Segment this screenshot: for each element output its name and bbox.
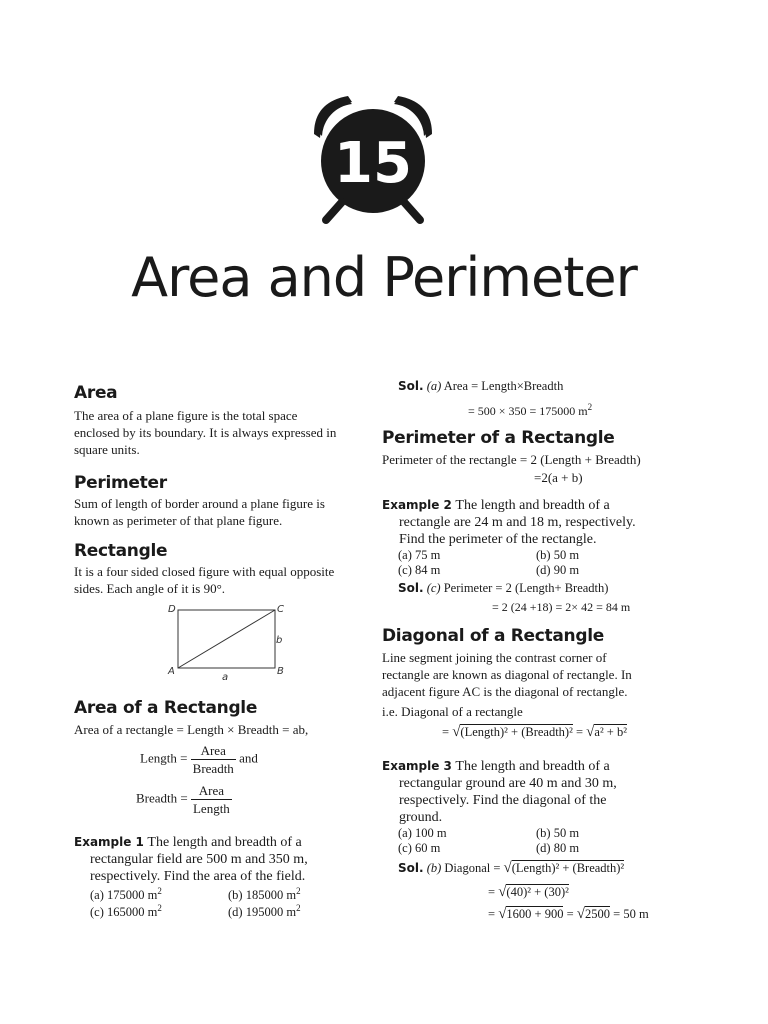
solution-label: Sol. <box>398 581 424 595</box>
solution-line: Perimeter = 2 (Length+ Breadth) <box>443 581 609 595</box>
side-label-a: a <box>222 672 229 682</box>
text-line: rectangular ground are 40 m and 30 m, <box>399 776 617 791</box>
superscript: 2 <box>587 402 593 412</box>
fraction <box>191 742 236 777</box>
text-line: The length and breadth of a <box>147 835 302 850</box>
superscript: 2 <box>296 886 301 896</box>
diagonal-ie: i.e. Diagonal of a rectangle <box>382 704 523 719</box>
text-line: enclosed by its boundary. It is always expressed in <box>74 425 337 440</box>
fraction-denominator: Breadth <box>192 761 234 776</box>
solution-line: Diagonal = <box>444 861 501 875</box>
option-b: (b) 50 m <box>536 548 580 562</box>
option-d <box>228 903 301 920</box>
option-d: (d) 90 m <box>536 563 580 577</box>
equals: = <box>575 725 584 739</box>
formula-and: and <box>239 750 258 766</box>
sqrt-icon: √ <box>586 724 595 740</box>
example-1 <box>74 834 374 885</box>
radicand: 1600 + 900 <box>506 907 564 921</box>
option-d: (d) 80 m <box>536 841 580 855</box>
perimeter-rect-line-1: Perimeter of the rectangle = 2 (Length + Breadth) <box>382 452 641 467</box>
option-a <box>90 886 162 903</box>
radicand: (40)² + (30)² <box>506 885 569 899</box>
heading-perimeter: Perimeter <box>74 473 167 493</box>
fraction-numerator: Area <box>191 782 232 800</box>
solution-label: Sol. <box>398 379 424 393</box>
example-3 <box>382 758 702 826</box>
radicand: a² + b² <box>594 725 627 739</box>
text-line: It is a four sided closed figure with equal opposite <box>74 564 335 579</box>
solution-line: Area = Length×Breadth <box>443 379 564 393</box>
chapter-number: 15 <box>334 131 412 196</box>
radicand: (Length)² + (Breadth)² <box>460 725 573 739</box>
solution-3-line-3 <box>488 906 649 923</box>
example-label: Example 1 <box>74 835 144 849</box>
option-text: (c) 165000 m <box>90 905 158 920</box>
perimeter-text <box>74 495 374 529</box>
example-label: Example 3 <box>382 759 452 773</box>
vertex-label-a: A <box>168 666 175 677</box>
alarm-clock-icon <box>312 94 434 224</box>
side-label-b: b <box>276 635 283 646</box>
text-line: Line segment joining the contrast corner of <box>382 650 607 665</box>
text-line: ground. <box>399 810 443 825</box>
equals: = <box>566 907 574 921</box>
vertex-label-c: C <box>277 604 284 615</box>
option-text: (a) 175000 m <box>90 888 158 903</box>
fraction-numerator: Area <box>191 742 236 760</box>
formula-lhs: Breadth = <box>136 790 188 806</box>
option-c <box>90 903 162 920</box>
solution-3 <box>398 860 624 877</box>
text-line: The length and breadth of a <box>455 759 610 774</box>
heading-perimeter-of-rectangle: Perimeter of a Rectangle <box>382 428 615 448</box>
area-rect-line: Area of a rectangle = Length × Breadth = ab, <box>74 722 309 737</box>
option-text: (d) 195000 m <box>228 905 297 920</box>
sqrt-icon: √ <box>498 906 507 922</box>
option-c: (c) 84 m <box>398 563 441 577</box>
solution-answer: (b) <box>426 861 442 875</box>
solution-1 <box>398 378 563 395</box>
solution-answer: (c) <box>426 581 441 595</box>
rectangle-diagram <box>160 600 290 682</box>
solution-line: = 500 × 350 = 175000 m <box>468 404 588 418</box>
option-a: (a) 100 m <box>398 826 447 840</box>
area-text <box>74 407 374 458</box>
equals: = <box>488 907 496 921</box>
text-line: sides. Each angle of it is 90°. <box>74 581 226 596</box>
solution-1-line-2 <box>468 399 592 420</box>
heading-area: Area <box>74 383 118 403</box>
radicand: (Length)² + (Breadth)² <box>511 861 625 875</box>
solution-2 <box>398 580 608 597</box>
formula-lhs: Length = <box>140 750 188 766</box>
option-a: (a) 75 m <box>398 548 441 562</box>
superscript: 2 <box>157 903 162 913</box>
text-line: Sum of length of border around a plane figure is <box>74 496 325 511</box>
solution-3-line-2 <box>488 884 569 901</box>
solution-answer: (a) <box>426 379 442 393</box>
sqrt-icon: √ <box>452 724 461 740</box>
superscript: 2 <box>296 903 301 913</box>
option-b <box>228 886 301 903</box>
superscript: 2 <box>157 886 162 896</box>
solution-2-line-2: = 2 (24 +18) = 2× 42 = 84 m <box>492 600 631 614</box>
heading-rectangle: Rectangle <box>74 541 168 561</box>
perimeter-rect-line-2: =2(a + b) <box>534 470 583 485</box>
sqrt-icon: √ <box>503 860 512 876</box>
vertex-label-d: D <box>168 604 176 615</box>
example-label: Example 2 <box>382 498 452 512</box>
sqrt-icon: √ <box>576 906 586 922</box>
rectangle-text <box>74 563 374 597</box>
equals: = <box>442 725 450 739</box>
option-c: (c) 60 m <box>398 841 441 855</box>
example-2 <box>382 497 702 548</box>
equals: = <box>488 885 496 899</box>
text-line: The length and breadth of a <box>455 498 610 513</box>
fraction <box>191 782 232 817</box>
text-line: square units. <box>74 442 140 457</box>
radicand: 2500 <box>585 907 611 921</box>
breadth-formula <box>136 782 232 817</box>
length-formula <box>140 742 258 777</box>
solution-result: = 50 m <box>613 907 649 921</box>
text-line: The area of a plane figure is the total space <box>74 408 298 423</box>
text-line: rectangle are 24 m and 18 m, respectively. <box>399 515 636 530</box>
option-text: (b) 185000 m <box>228 888 297 903</box>
heading-diagonal-of-rectangle: Diagonal of a Rectangle <box>382 626 604 646</box>
vertex-label-b: B <box>277 666 284 677</box>
fraction-denominator: Length <box>192 801 230 816</box>
text-line: rectangle are known as diagonal of rectangle. In <box>382 667 632 682</box>
diagonal-formula <box>442 724 627 741</box>
text-line: respectively. Find the diagonal of the <box>399 793 607 808</box>
text-line: known as perimeter of that plane figure. <box>74 513 283 528</box>
text-line: respectively. Find the area of the field. <box>90 869 306 884</box>
chapter-title: Area and Perimeter <box>131 246 637 309</box>
solution-label: Sol. <box>398 861 424 875</box>
option-b: (b) 50 m <box>536 826 580 840</box>
text-line: Find the perimeter of the rectangle. <box>399 532 597 547</box>
text-line: adjacent figure AC is the diagonal of rectangle. <box>382 684 628 699</box>
heading-area-of-rectangle: Area of a Rectangle <box>74 698 258 718</box>
text-line: rectangular field are 500 m and 350 m, <box>90 852 308 867</box>
sqrt-icon: √ <box>498 884 507 900</box>
diagonal-text <box>382 649 702 700</box>
